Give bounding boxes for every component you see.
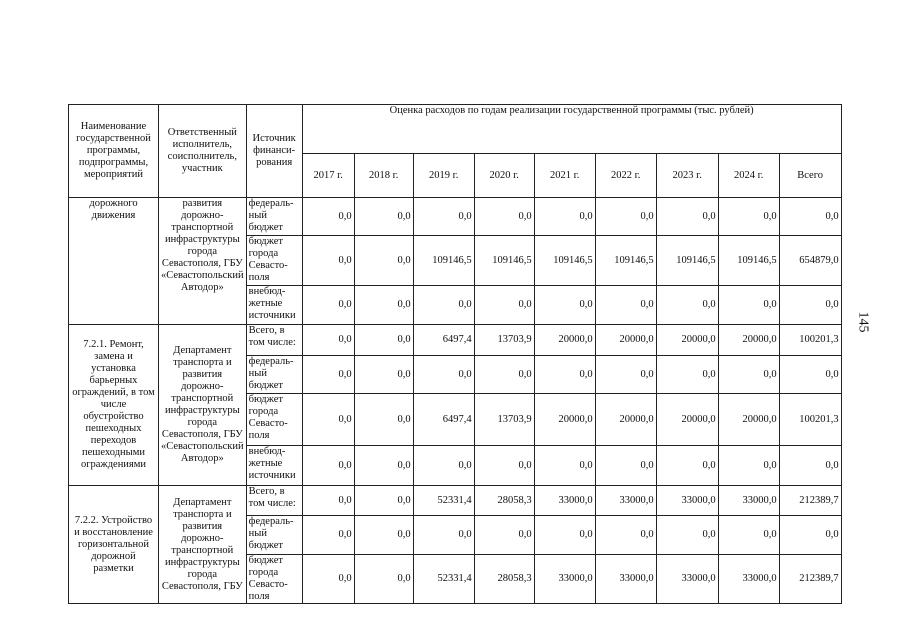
value-cell: 0,0 [413,356,474,394]
value-cell: 0,0 [534,286,595,325]
value-cell: 0,0 [595,446,656,486]
value-cell: 0,0 [302,394,354,446]
value-cell: 0,0 [474,446,534,486]
value-cell: 0,0 [779,446,841,486]
value-cell: 0,0 [302,446,354,486]
value-cell: 0,0 [656,516,718,555]
funding-source-cell: федераль-ный бюджет [246,356,302,394]
funding-source-cell: бюджет города Севасто-поля [246,555,302,604]
header-year: 2017 г. [302,154,354,198]
value-cell: 13703,9 [474,394,534,446]
value-cell: 0,0 [354,236,413,286]
value-cell: 100201,3 [779,325,841,356]
header-year: Всего [779,154,841,198]
value-cell: 0,0 [718,198,779,236]
value-cell: 0,0 [779,198,841,236]
header-year: 2024 г. [718,154,779,198]
value-cell: 0,0 [656,446,718,486]
header-year: 2023 г. [656,154,718,198]
value-cell: 52331,4 [413,486,474,516]
value-cell: 109146,5 [413,236,474,286]
value-cell: 0,0 [595,198,656,236]
value-cell: 0,0 [474,516,534,555]
header-year: 2021 г. [534,154,595,198]
funding-source-cell: бюджет города Севасто-поля [246,394,302,446]
responsible-cell: Департамент транспорта и развития дорожно-транспортной инфраструктуры города Севастополя, ГБУ «Севастопольский Автодор» [159,325,247,486]
value-cell: 20000,0 [718,394,779,446]
value-cell: 0,0 [779,286,841,325]
value-cell: 52331,4 [413,555,474,604]
value-cell: 212389,7 [779,486,841,516]
value-cell: 6497,4 [413,325,474,356]
value-cell: 0,0 [718,286,779,325]
value-cell: 0,0 [302,198,354,236]
header-year: 2018 г. [354,154,413,198]
value-cell: 0,0 [779,356,841,394]
value-cell: 33000,0 [595,486,656,516]
program-name-cell: дорожного движения [69,198,159,325]
value-cell: 0,0 [595,286,656,325]
page-number: 145 [855,311,871,333]
value-cell: 33000,0 [534,555,595,604]
value-cell: 0,0 [302,486,354,516]
value-cell: 0,0 [354,394,413,446]
header-source: Источник финанси-рования [246,105,302,198]
value-cell: 33000,0 [656,486,718,516]
value-cell: 0,0 [534,516,595,555]
value-cell: 0,0 [302,516,354,555]
value-cell: 0,0 [354,286,413,325]
funding-source-cell: внебюд-жетные источники [246,286,302,325]
value-cell: 20000,0 [656,394,718,446]
value-cell: 109146,5 [595,236,656,286]
value-cell: 6497,4 [413,394,474,446]
value-cell: 0,0 [656,356,718,394]
value-cell: 0,0 [656,198,718,236]
header-row-1 [69,105,842,154]
value-cell: 0,0 [354,198,413,236]
value-cell: 0,0 [354,356,413,394]
value-cell: 0,0 [302,236,354,286]
responsible-cell: Департамент транспорта и развития дорожно-транспортной инфраструктуры города Севастополя, ГБУ [159,486,247,604]
header-estimate: Оценка расходов по годам реализации государственной программы (тыс. рублей) [302,105,841,154]
table-body [69,198,842,604]
value-cell: 33000,0 [718,555,779,604]
value-cell: 0,0 [413,198,474,236]
program-name-cell: 7.2.2. Устройство и восстановление горизонтальной дорожной разметки [69,486,159,604]
budget-table [68,104,842,604]
value-cell: 109146,5 [656,236,718,286]
value-cell: 20000,0 [534,394,595,446]
value-cell: 0,0 [718,516,779,555]
value-cell: 100201,3 [779,394,841,446]
value-cell: 0,0 [354,446,413,486]
program-name-cell: 7.2.1. Ремонт, замена и установка барьерных ограждений, в том числе обустройство пешеходных переходов пешеходными ограждениями [69,325,159,486]
value-cell: 33000,0 [595,555,656,604]
value-cell: 0,0 [534,356,595,394]
funding-source-cell: федераль-ный бюджет [246,198,302,236]
value-cell: 0,0 [302,286,354,325]
value-cell: 20000,0 [595,325,656,356]
value-cell: 654879,0 [779,236,841,286]
value-cell: 0,0 [656,286,718,325]
value-cell: 0,0 [413,516,474,555]
value-cell: 20000,0 [656,325,718,356]
table-row [69,198,842,236]
value-cell: 109146,5 [474,236,534,286]
value-cell: 33000,0 [656,555,718,604]
value-cell: 0,0 [413,446,474,486]
value-cell: 20000,0 [595,394,656,446]
value-cell: 0,0 [718,356,779,394]
responsible-cell: развития дорожно-транспортной инфраструктуры города Севастополя, ГБУ «Севастопольский Автодор» [159,198,247,325]
value-cell: 0,0 [354,486,413,516]
value-cell: 0,0 [302,356,354,394]
funding-source-cell: внебюд-жетные источники [246,446,302,486]
value-cell: 0,0 [354,325,413,356]
value-cell: 0,0 [413,286,474,325]
value-cell: 33000,0 [534,486,595,516]
value-cell: 0,0 [474,356,534,394]
value-cell: 0,0 [595,356,656,394]
header-year: 2022 г. [595,154,656,198]
header-name: Наименование государственной программы, подпрограммы, мероприятий [69,105,159,198]
header-year: 2019 г. [413,154,474,198]
header-year: 2020 г. [474,154,534,198]
value-cell: 0,0 [354,555,413,604]
value-cell: 0,0 [474,286,534,325]
value-cell: 0,0 [534,198,595,236]
value-cell: 20000,0 [718,325,779,356]
value-cell: 0,0 [779,516,841,555]
value-cell: 33000,0 [718,486,779,516]
value-cell: 0,0 [302,555,354,604]
value-cell: 20000,0 [534,325,595,356]
table-row [69,325,842,356]
funding-source-cell: федераль-ный бюджет [246,516,302,555]
value-cell: 0,0 [354,516,413,555]
value-cell: 28058,3 [474,555,534,604]
value-cell: 0,0 [534,446,595,486]
value-cell: 109146,5 [534,236,595,286]
value-cell: 212389,7 [779,555,841,604]
value-cell: 28058,3 [474,486,534,516]
value-cell: 0,0 [595,516,656,555]
funding-source-cell: бюджет города Севасто-поля [246,236,302,286]
funding-source-cell: Всего, в том числе: [246,325,302,356]
value-cell: 0,0 [302,325,354,356]
header-responsible: Ответственный исполнитель, соисполнитель, участник [159,105,247,198]
value-cell: 0,0 [474,198,534,236]
value-cell: 0,0 [718,446,779,486]
table-row [69,486,842,516]
value-cell: 13703,9 [474,325,534,356]
value-cell: 109146,5 [718,236,779,286]
funding-source-cell: Всего, в том числе: [246,486,302,516]
